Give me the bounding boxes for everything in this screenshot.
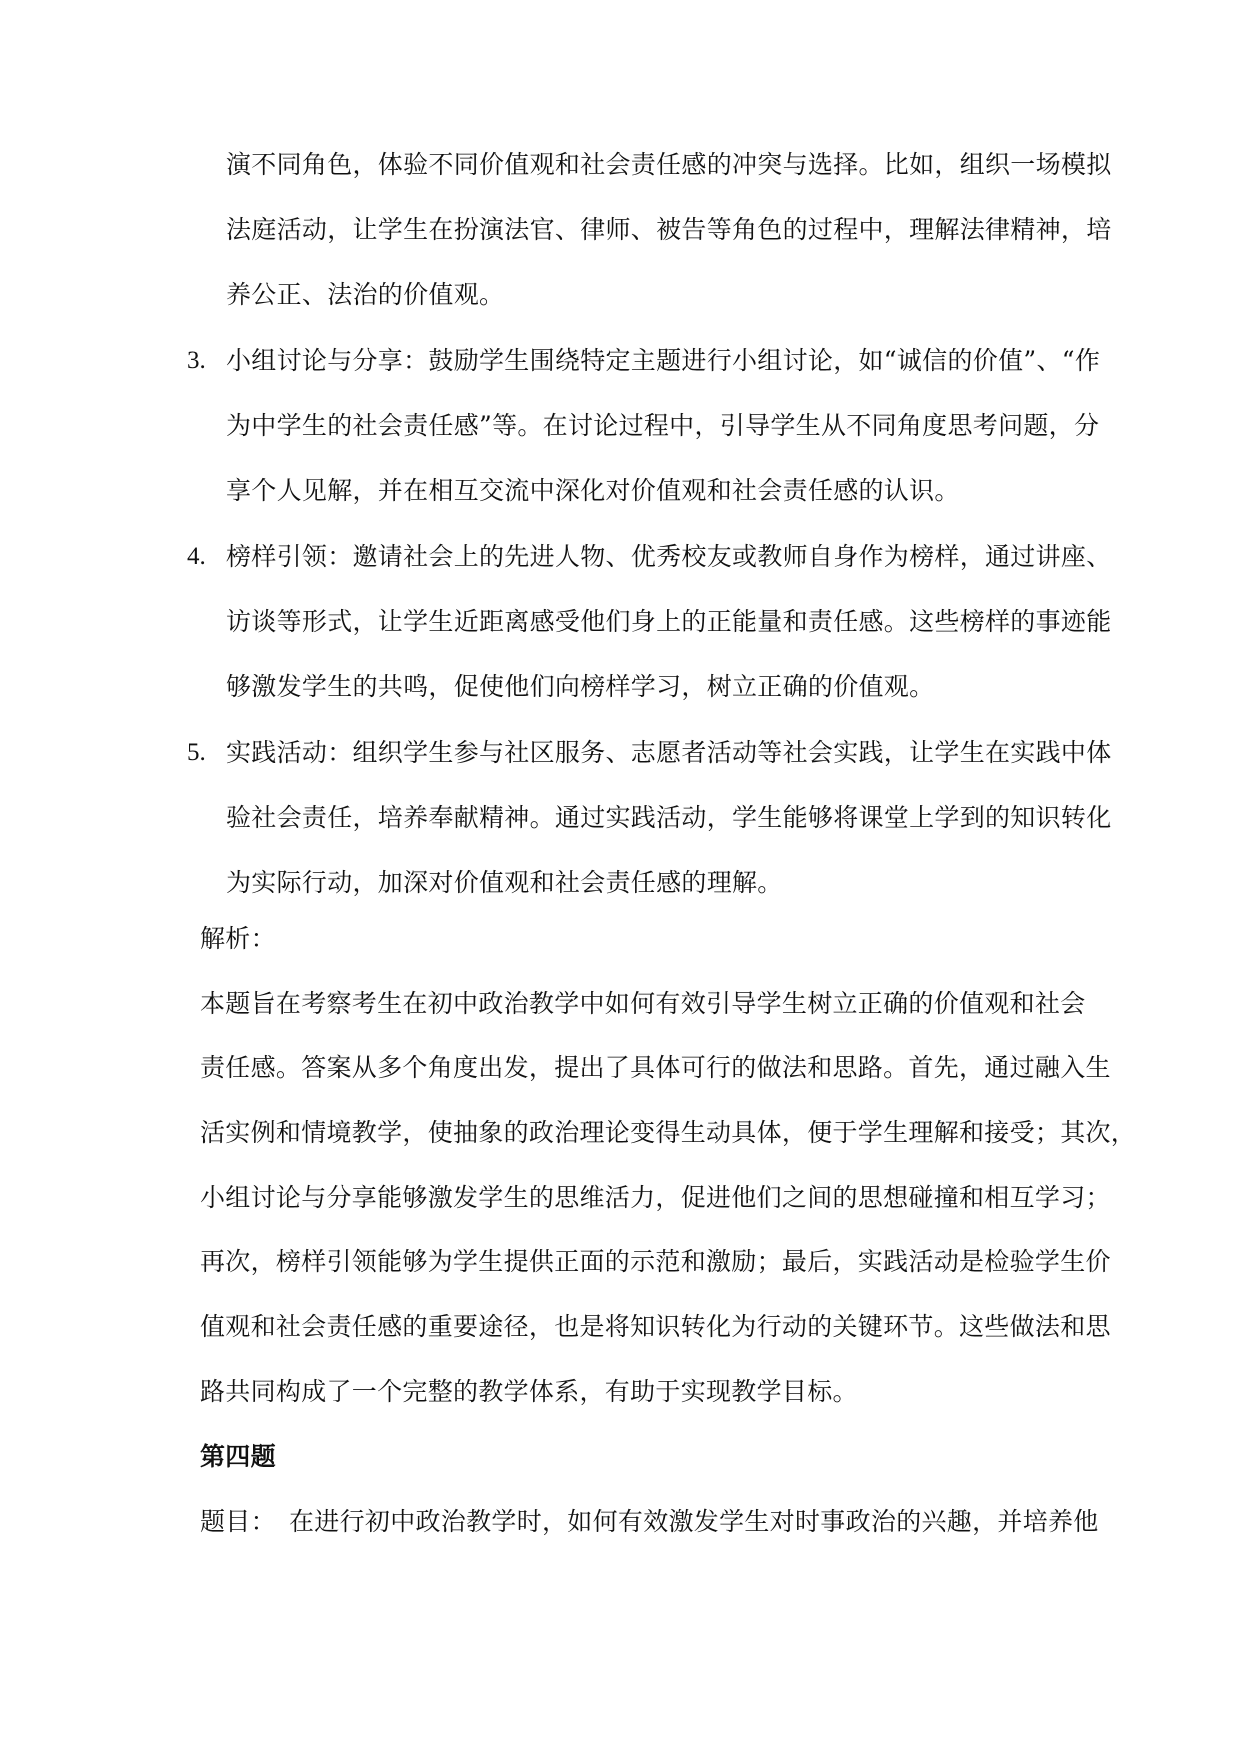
list-item-number: 4. (187, 543, 206, 570)
list-item-line: 小组讨论与分享：鼓励学生围绕特定主题进行小组讨论，如“诚信的价值”、“作 (226, 346, 1101, 375)
paragraph-line: 法庭活动，让学生在扮演法官、律师、被告等角色的过程中，理解法律精神，培 (226, 215, 1112, 244)
paragraph-line: 养公正、法治的价值观。 (226, 280, 505, 309)
analysis-label: 解析： (200, 924, 276, 953)
analysis-line: 责任感。答案从多个角度出发，提出了具体可行的做法和思路。首先，通过融入生 (200, 1053, 1111, 1082)
list-item-line: 为实际行动，加深对价值观和社会责任感的理解。 (226, 868, 783, 897)
analysis-line: 活实例和情境教学，使抽象的政治理论变得生动具体，便于学生理解和接受；其次， (200, 1118, 1137, 1147)
section-heading: 第四题 (200, 1442, 276, 1471)
list-item-line: 榜样引领：邀请社会上的先进人物、优秀校友或教师自身作为榜样，通过讲座、 (226, 542, 1112, 571)
list-item-number: 3. (187, 347, 206, 374)
analysis-line: 再次，榜样引领能够为学生提供正面的示范和激励；最后，实践活动是检验学生价 (200, 1247, 1111, 1276)
list-item-line: 够激发学生的共鸣，促使他们向榜样学习，树立正确的价值观。 (226, 672, 935, 701)
analysis-line: 路共同构成了一个完整的教学体系，有助于实现教学目标。 (200, 1377, 858, 1406)
paragraph-line: 演不同角色，体验不同价值观和社会责任感的冲突与选择。比如，组织一场模拟 (226, 150, 1112, 179)
analysis-line: 本题旨在考察考生在初中政治教学中如何有效引导学生树立正确的价值观和社会 (200, 989, 1086, 1018)
question-label: 题目： (200, 1507, 276, 1536)
list-item-number: 5. (187, 739, 206, 766)
list-item-line: 实践活动：组织学生参与社区服务、志愿者活动等社会实践，让学生在实践中体 (226, 738, 1112, 767)
question-text: 在进行初中政治教学时，如何有效激发学生对时事政治的兴趣，并培养他 (289, 1507, 1099, 1536)
list-item-line: 验社会责任，培养奉献精神。通过实践活动，学生能够将课堂上学到的知识转化 (226, 803, 1112, 832)
list-item-line: 享个人见解，并在相互交流中深化对价值观和社会责任感的认识。 (226, 476, 960, 505)
analysis-line: 小组讨论与分享能够激发学生的思维活力，促进他们之间的思想碰撞和相互学习； (200, 1183, 1111, 1212)
analysis-line: 值观和社会责任感的重要途径，也是将知识转化为行动的关键环节。这些做法和思 (200, 1312, 1111, 1341)
list-item-line: 为中学生的社会责任感”等。在讨论过程中，引导学生从不同角度思考问题，分 (226, 411, 1100, 440)
list-item-line: 访谈等形式，让学生近距离感受他们身上的正能量和责任感。这些榜样的事迹能 (226, 607, 1112, 636)
